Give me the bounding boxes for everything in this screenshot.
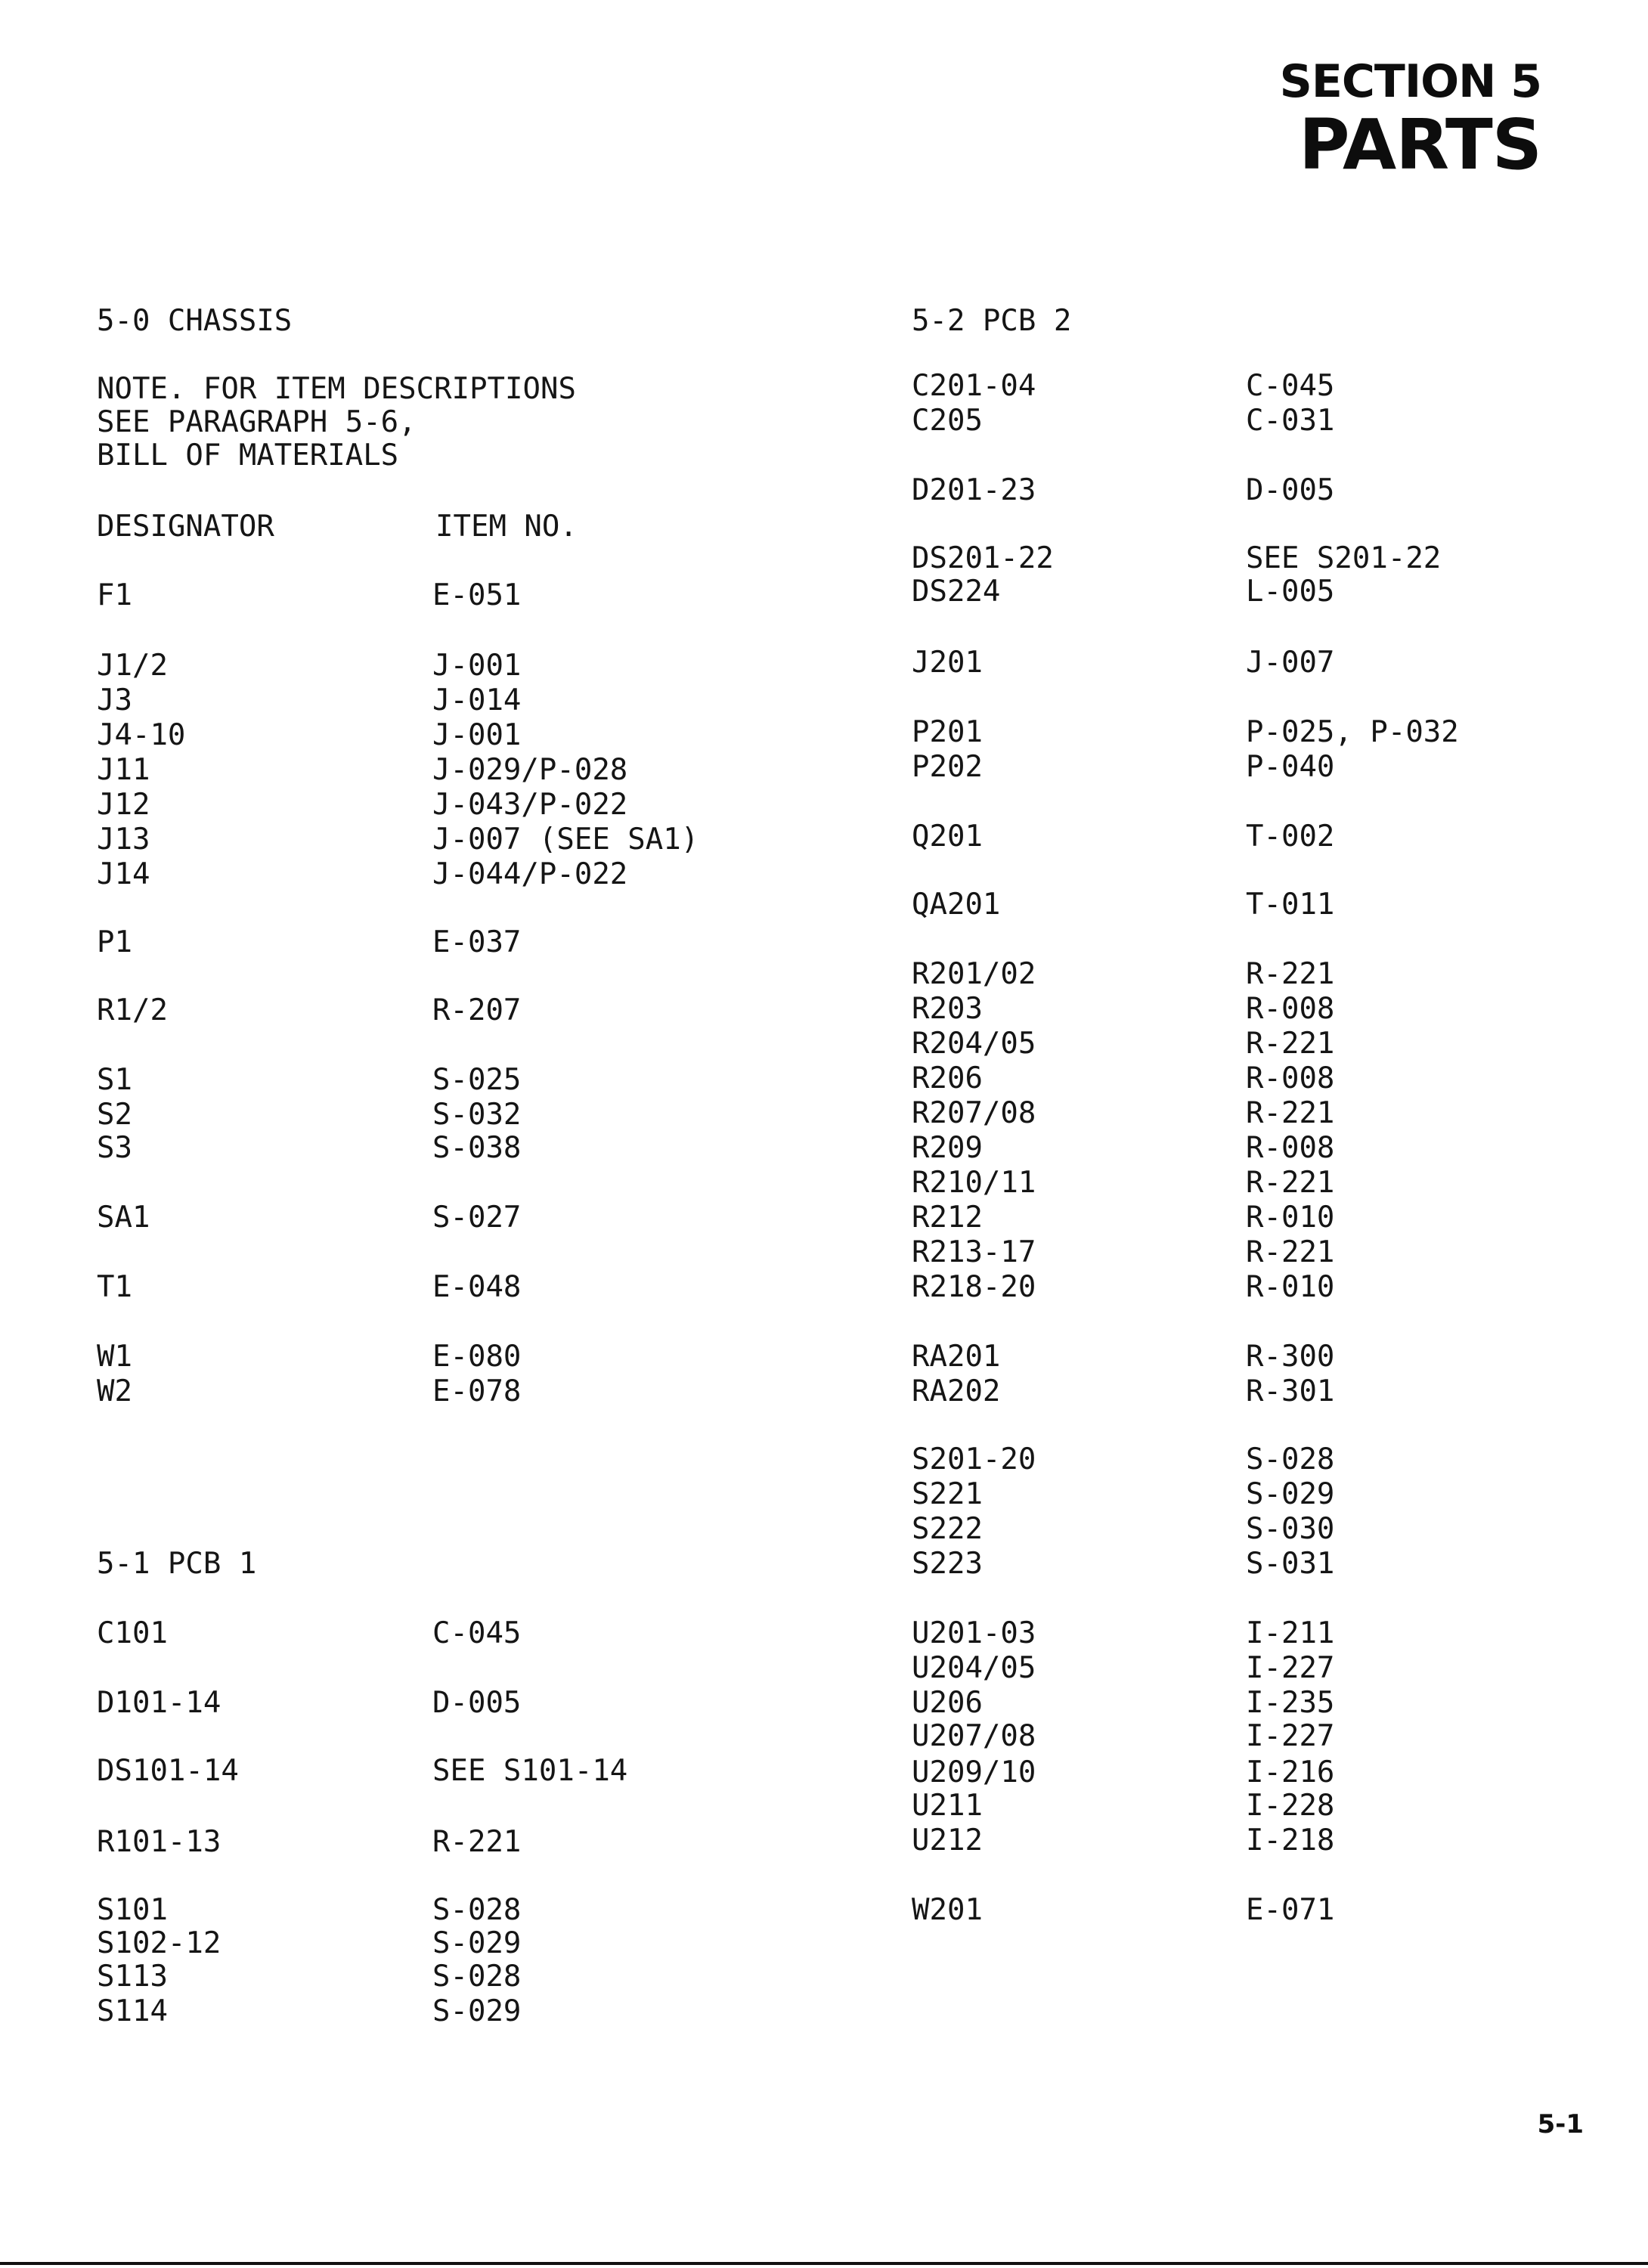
designator: DS101-14 — [97, 1754, 239, 1788]
item-number: I-235 — [1246, 1686, 1335, 1720]
designator: J14 — [97, 857, 150, 891]
item-number: S-025 — [432, 1063, 522, 1097]
item-number: I-227 — [1246, 1651, 1335, 1685]
item-number: E-048 — [432, 1270, 522, 1304]
designator: R209 — [912, 1131, 983, 1165]
designator: U206 — [912, 1686, 983, 1720]
item-number: J-007 (SEE SA1) — [432, 823, 699, 857]
designator: S3 — [97, 1131, 132, 1165]
item-number: I-228 — [1246, 1789, 1335, 1823]
designator: C201-04 — [912, 369, 1036, 403]
designator: S113 — [97, 1960, 168, 1994]
designator: F1 — [97, 578, 132, 612]
item-number: R-300 — [1246, 1340, 1335, 1374]
item-number: E-080 — [432, 1340, 522, 1374]
item-number: R-221 — [1246, 1235, 1335, 1269]
item-number: P-025, P-032 — [1246, 715, 1459, 749]
bottom-rule — [0, 2262, 1648, 2265]
designator: R213-17 — [912, 1235, 1036, 1269]
designator: R204/05 — [912, 1027, 1036, 1061]
designator: U204/05 — [912, 1651, 1036, 1685]
designator: R201/02 — [912, 957, 1036, 991]
item-number: R-010 — [1246, 1201, 1335, 1235]
item-number: R-221 — [432, 1825, 522, 1859]
designator: J3 — [97, 683, 132, 717]
item-number: C-045 — [432, 1616, 522, 1650]
designator: R210/11 — [912, 1166, 1036, 1200]
item-number: R-221 — [1246, 1027, 1335, 1061]
designator: J11 — [97, 753, 150, 787]
designator: P1 — [97, 925, 132, 959]
item-number: S-029 — [432, 1994, 522, 2028]
designator: S101 — [97, 1893, 168, 1927]
item-number: S-038 — [432, 1131, 522, 1165]
item-number: T-002 — [1246, 820, 1335, 854]
item-number: D-005 — [432, 1686, 522, 1720]
item-number: S-027 — [432, 1201, 522, 1235]
item-number: S-031 — [1246, 1547, 1335, 1581]
pcb2-heading: 5-2 PCB 2 — [912, 304, 1072, 338]
item-number: I-218 — [1246, 1823, 1335, 1857]
designator: W1 — [97, 1340, 132, 1374]
designator: S114 — [97, 1994, 168, 2028]
item-number: R-207 — [432, 993, 522, 1027]
item-number: J-014 — [432, 683, 522, 717]
item-number: D-005 — [1246, 473, 1335, 507]
section-heading: SECTION 5 — [1279, 55, 1541, 108]
item-number: P-040 — [1246, 750, 1335, 784]
item-number: I-216 — [1246, 1755, 1335, 1789]
designator: P201 — [912, 715, 983, 749]
designator: R206 — [912, 1061, 983, 1095]
designator: U209/10 — [912, 1755, 1036, 1789]
note-line: SEE PARAGRAPH 5-6, — [97, 405, 417, 439]
item-number: R-301 — [1246, 1374, 1335, 1408]
item-number: S-028 — [432, 1960, 522, 1994]
designator: W2 — [97, 1374, 132, 1408]
designator: DS201-22 — [912, 541, 1054, 575]
designator: DS224 — [912, 575, 1001, 609]
designator: R101-13 — [97, 1825, 221, 1859]
designator: J4-10 — [97, 718, 186, 752]
item-number: R-221 — [1246, 1096, 1335, 1130]
designator: RA201 — [912, 1340, 1001, 1374]
item-number-column-header: ITEM NO. — [435, 510, 578, 544]
item-number: E-071 — [1246, 1893, 1335, 1927]
designator: SA1 — [97, 1201, 150, 1235]
item-number: S-028 — [432, 1893, 522, 1927]
item-number: R-010 — [1246, 1270, 1335, 1304]
designator: J1/2 — [97, 649, 168, 683]
page-number: 5-1 — [1537, 2109, 1584, 2139]
item-number: J-001 — [432, 649, 522, 683]
designator: U207/08 — [912, 1719, 1036, 1753]
designator: S2 — [97, 1098, 132, 1132]
designator: U212 — [912, 1823, 983, 1857]
item-number: SEE S201-22 — [1246, 541, 1442, 575]
item-number: R-008 — [1246, 992, 1335, 1026]
item-number: J-007 — [1246, 646, 1335, 680]
chassis-heading: 5-0 CHASSIS — [97, 304, 293, 338]
designator: R207/08 — [912, 1096, 1036, 1130]
pcb1-heading: 5-1 PCB 1 — [97, 1547, 257, 1581]
designator: RA202 — [912, 1374, 1001, 1408]
designator: T1 — [97, 1270, 132, 1304]
page-title: PARTS — [1299, 104, 1541, 185]
designator: S221 — [912, 1477, 983, 1511]
item-number: J-029/P-028 — [432, 753, 628, 787]
item-number: R-221 — [1246, 957, 1335, 991]
note-line: NOTE. FOR ITEM DESCRIPTIONS — [97, 372, 576, 406]
item-number: C-031 — [1246, 404, 1335, 438]
item-number: J-044/P-022 — [432, 857, 628, 891]
designator-column-header: DESIGNATOR — [97, 510, 274, 544]
item-number: R-221 — [1246, 1166, 1335, 1200]
item-number: J-043/P-022 — [432, 788, 628, 822]
item-number: S-029 — [1246, 1477, 1335, 1511]
designator: S1 — [97, 1063, 132, 1097]
item-number: R-008 — [1246, 1061, 1335, 1095]
item-number: E-037 — [432, 925, 522, 959]
designator: R218-20 — [912, 1270, 1036, 1304]
designator: S223 — [912, 1547, 983, 1581]
item-number: I-211 — [1246, 1616, 1335, 1650]
item-number: I-227 — [1246, 1719, 1335, 1753]
designator: C205 — [912, 404, 983, 438]
designator: D101-14 — [97, 1686, 221, 1720]
note-line: BILL OF MATERIALS — [97, 438, 399, 472]
item-number: E-051 — [432, 578, 522, 612]
designator: C101 — [97, 1616, 168, 1650]
item-number: S-032 — [432, 1098, 522, 1132]
designator: Q201 — [912, 820, 983, 854]
designator: J12 — [97, 788, 150, 822]
item-number: E-078 — [432, 1374, 522, 1408]
item-number: J-001 — [432, 718, 522, 752]
designator: J13 — [97, 823, 150, 857]
designator: D201-23 — [912, 473, 1036, 507]
designator: P202 — [912, 750, 983, 784]
item-number: S-030 — [1246, 1512, 1335, 1546]
item-number: R-008 — [1246, 1131, 1335, 1165]
designator: S222 — [912, 1512, 983, 1546]
designator: J201 — [912, 646, 983, 680]
designator: U211 — [912, 1789, 983, 1823]
item-number: S-028 — [1246, 1442, 1335, 1476]
designator: R212 — [912, 1201, 983, 1235]
designator: QA201 — [912, 888, 1001, 922]
designator: W201 — [912, 1893, 983, 1927]
item-number: L-005 — [1246, 575, 1335, 609]
designator: S201-20 — [912, 1442, 1036, 1476]
designator: S102-12 — [97, 1926, 221, 1960]
item-number: SEE S101-14 — [432, 1754, 628, 1788]
item-number: S-029 — [432, 1926, 522, 1960]
designator: R1/2 — [97, 993, 168, 1027]
designator: U201-03 — [912, 1616, 1036, 1650]
designator: R203 — [912, 992, 983, 1026]
item-number: C-045 — [1246, 369, 1335, 403]
item-number: T-011 — [1246, 888, 1335, 922]
